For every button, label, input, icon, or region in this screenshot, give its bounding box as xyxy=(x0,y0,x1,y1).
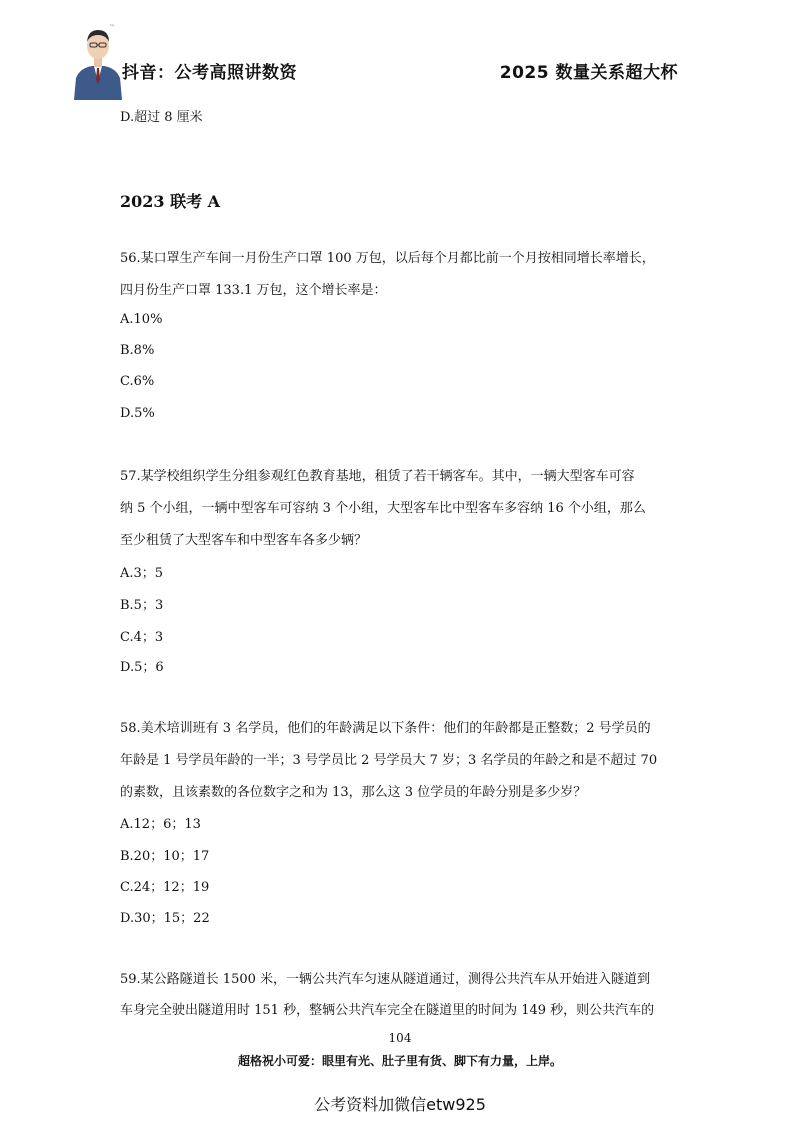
q58-option-d: D.30；15；22 xyxy=(120,911,210,926)
q59-stem-line-2: 车身完全驶出隧道用时 151 秒，整辆公共汽车完全在隧道里的时间为 149 秒，则公共汽车的 xyxy=(120,1003,655,1018)
q56-option-b: B.8% xyxy=(120,343,155,358)
q57-option-c: C.4；3 xyxy=(120,630,164,645)
q58-option-c: C.24；12；19 xyxy=(120,880,210,895)
q57-option-d: D.5；6 xyxy=(120,660,164,675)
q56-option-a: A.10% xyxy=(120,312,163,327)
q58-option-b: B.20；10；17 xyxy=(120,849,210,864)
q56-option-c: C.6% xyxy=(120,374,155,389)
q58-option-a: A.12；6；13 xyxy=(120,817,201,832)
q56-stem-line-2: 四月份生产口罩 133.1 万包，这个增长率是： xyxy=(120,283,387,298)
q58-stem-line-2: 年龄是 1 号学员年龄的一半；3 号学员比 2 号学员大 7 岁；3 名学员的年龄之和是不超过 70 xyxy=(120,753,658,768)
page-number: 104 xyxy=(388,1031,412,1045)
q59-stem-line-1: 59.某公路隧道长 1500 米，一辆公共汽车匀速从隧道通过，测得公共汽车从开始进入隧道到 xyxy=(120,972,651,987)
previous-option-d: D.超过 8 厘米 xyxy=(120,110,203,125)
q57-option-b: B.5；3 xyxy=(120,598,164,613)
section-title: 2023 联考 A xyxy=(120,192,221,211)
q58-stem-line-3: 的素数，且该素数的各位数字之和为 13，那么这 3 位学员的年龄分别是多少岁？ xyxy=(120,785,587,800)
header-douyin-account: 抖音：公考高照讲数资 xyxy=(122,63,297,83)
q56-stem-line-1: 56.某口罩生产车间一月份生产口罩 100 万包，以后每个月都比前一个月按相同增长率增长， xyxy=(120,251,655,266)
footer-slogan: 超格祝小可爱：眼里有光、肚子里有货、脚下有力量，上岸。 xyxy=(237,1054,562,1068)
presenter-photo xyxy=(70,22,126,100)
watermark-text: 公考资料加微信etw925 xyxy=(314,1095,486,1114)
q56-option-d: D.5% xyxy=(120,406,155,421)
q57-stem-line-1: 57.某学校组织学生分组参观红色教育基地，租赁了若干辆客车。其中，一辆大型客车可容 xyxy=(120,469,635,484)
q57-stem-line-3: 至少租赁了大型客车和中型客车各多少辆？ xyxy=(120,533,368,548)
q58-stem-line-1: 58.美术培训班有 3 名学员，他们的年龄满足以下条件：他们的年龄都是正整数；2 号学员的 xyxy=(120,721,651,736)
q57-stem-line-2: 纳 5 个小组，一辆中型客车可容纳 3 个小组，大型客车比中型客车多容纳 16 个小组，那么 xyxy=(120,501,646,516)
header-book-title: 2025 数量关系超大杯 xyxy=(499,63,678,83)
q57-option-a: A.3；5 xyxy=(120,566,164,581)
trademark-mark: ™ xyxy=(109,24,115,31)
